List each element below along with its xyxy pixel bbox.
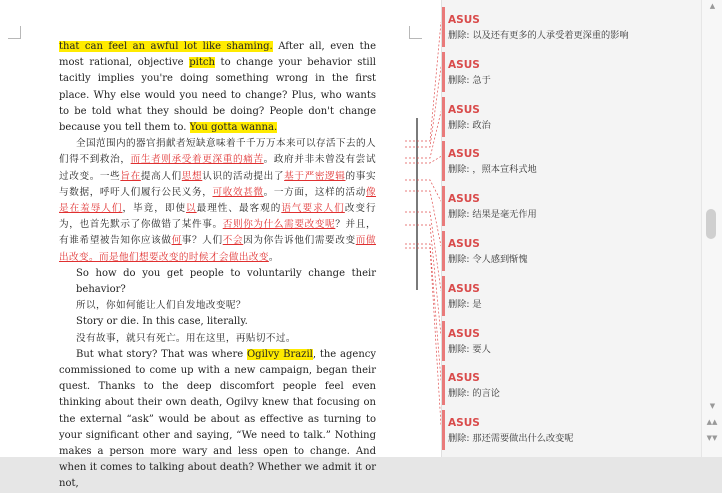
comment-author: ASUS: [448, 327, 480, 340]
previous-page-icon[interactable]: ▲▲: [706, 418, 718, 426]
quote-english-1[interactable]: So how do you get people to voluntarily change their behavior?: [76, 267, 376, 296]
tracked-deletion: 基于严密逻辑: [284, 170, 346, 182]
comment-text: 删除: 那还需要做出什么改变呢: [448, 433, 574, 445]
tracked-deletion: 以: [186, 203, 197, 215]
comment-author: ASUS: [448, 148, 480, 161]
comment-connector-line: [405, 248, 441, 425]
comment-text: 删除: 的言论: [448, 388, 500, 400]
scroll-up-arrow-icon[interactable]: ▲: [709, 2, 716, 10]
comment-connector-line: [405, 22, 441, 141]
text-run: , the agency commissioned to come up with a new campaign, began their quest. Thanks to the deep discomfort people feel even thinking about their own death, Ogilvy knew that focusing on the external “ask” would be about as effective as turning to your significant other and saying, “We need to talk.” Nothing makes a person more wary and less open to change. And when it comes to talking about death? Whether we admit it or not,: [59, 348, 377, 490]
comment-text: 删除: 政治: [448, 119, 491, 131]
comment-balloon[interactable]: [442, 276, 700, 316]
text-run: 认识的活动提出了: [202, 170, 285, 182]
tracked-deletion: 可收效甚微: [212, 186, 264, 198]
comment-author: ASUS: [448, 282, 480, 295]
text-run: 。一方面，这样的活动: [263, 186, 367, 198]
tracked-deletion: 语气要求人们: [281, 203, 345, 215]
comment-text: 删除: ，照本宣科式地: [448, 164, 537, 176]
tracked-deletion: 不会: [222, 235, 244, 247]
text-run: 事？人们: [181, 235, 223, 247]
comment-author: ASUS: [448, 103, 480, 116]
text-run: But what story? That was where: [76, 348, 247, 360]
text-run: ，毕竟，即使: [122, 203, 187, 215]
tracked-deletion: 而生者则承受着更深重的痛苦: [130, 154, 264, 166]
scrollbar-thumb[interactable]: [706, 209, 716, 239]
comment-author: ASUS: [448, 417, 480, 430]
text-run: 因为你告诉他们需要改变: [243, 235, 356, 247]
quote-english-2[interactable]: Story or die. In this case, literally.: [76, 316, 248, 328]
text-run: to change your behavior still tacitly implies you're doing something wrong in the first place. Why else would you need to change? Plus, who wants to be told what they should be doing? People don't change because you tell them to.: [59, 57, 376, 134]
next-page-icon[interactable]: ▼▼: [706, 434, 718, 442]
tracked-deletion: 旨在: [120, 170, 141, 182]
comment-balloon[interactable]: [442, 7, 700, 47]
comment-balloon[interactable]: [442, 321, 700, 361]
comment-author: ASUS: [448, 14, 480, 26]
comment-balloon[interactable]: [442, 410, 700, 450]
comment-author: ASUS: [448, 372, 480, 385]
quote-chinese-2[interactable]: 没有故事，就只有死亡。用在这里，再贴切不过。: [76, 332, 296, 344]
comment-connector-line: [405, 112, 441, 158]
text-run: 全国范围内的器官捐献者短缺意味着千千万万本来可以存活下去的人们得不到救治，: [59, 138, 376, 166]
comment-balloon[interactable]: [442, 231, 700, 271]
comments-pane[interactable]: [441, 0, 702, 457]
tracked-deletion: 思想: [181, 170, 203, 182]
tracked-deletion: 否则你为什么需要改变呢: [222, 219, 336, 231]
comment-text: 删除: 结果是毫无作用: [448, 209, 537, 221]
comment-text: 删除: 是: [448, 298, 482, 310]
comment-balloon[interactable]: [442, 141, 700, 181]
comment-connector-line: [405, 156, 441, 163]
text-run: 。: [268, 251, 279, 263]
comment-text: 删除: 要人: [448, 343, 491, 355]
comment-balloon[interactable]: [442, 365, 700, 405]
text-run: After all, even the most rational, objective: [59, 41, 376, 69]
text-run: 提高人们: [140, 170, 182, 182]
comment-balloon[interactable]: [442, 97, 700, 137]
text-run: 改变行为，也首先默示了你做错了某件事。: [59, 203, 376, 231]
comment-author: ASUS: [448, 193, 480, 206]
comment-text: 删除: 以及还有更多的人承受着更深重的影响: [448, 30, 629, 41]
comment-balloon[interactable]: [442, 52, 700, 92]
comment-text: 删除: 急于: [448, 74, 491, 86]
vertical-scrollbar[interactable]: [701, 0, 722, 457]
highlighted-text: that can feel an awful lot like shaming.: [59, 41, 273, 52]
comment-connector-line: [405, 225, 441, 336]
text-run: ？并且，有谁希望被告知你应该做: [59, 219, 376, 247]
tracked-deletion: 像是在羞辱人们: [59, 186, 377, 215]
comment-connector-line: [405, 212, 441, 291]
comment-connector-line: [405, 244, 441, 380]
tracked-deletion: 何: [171, 235, 182, 247]
scroll-down-arrow-icon[interactable]: ▼: [709, 402, 716, 410]
comment-text: 删除: 令人感到惭愧: [448, 254, 528, 265]
highlighted-text: pitch: [189, 57, 215, 69]
highlighted-text: You gotta wanna.: [189, 122, 278, 134]
comment-balloon[interactable]: [442, 186, 700, 226]
tracked-deletion: 而做出改变。而是他们想要改变的时候才会做出改变: [59, 235, 376, 263]
text-run: 。政府并非未曾没有尝试过改变。一些: [59, 154, 376, 182]
comment-author: ASUS: [448, 238, 480, 250]
comment-connector-line: [405, 191, 441, 246]
text-run: 最理性、最客观的: [196, 203, 282, 215]
comment-author: ASUS: [448, 58, 480, 71]
quote-chinese-1[interactable]: 所以，你如何能让人们自发地改变呢？: [76, 300, 246, 312]
comment-connector-line: [405, 180, 441, 201]
highlighted-text: Ogilvy Brazil: [246, 348, 313, 360]
text-run: 的事实与数据，呼吁人们履行公民义务，: [59, 170, 376, 198]
